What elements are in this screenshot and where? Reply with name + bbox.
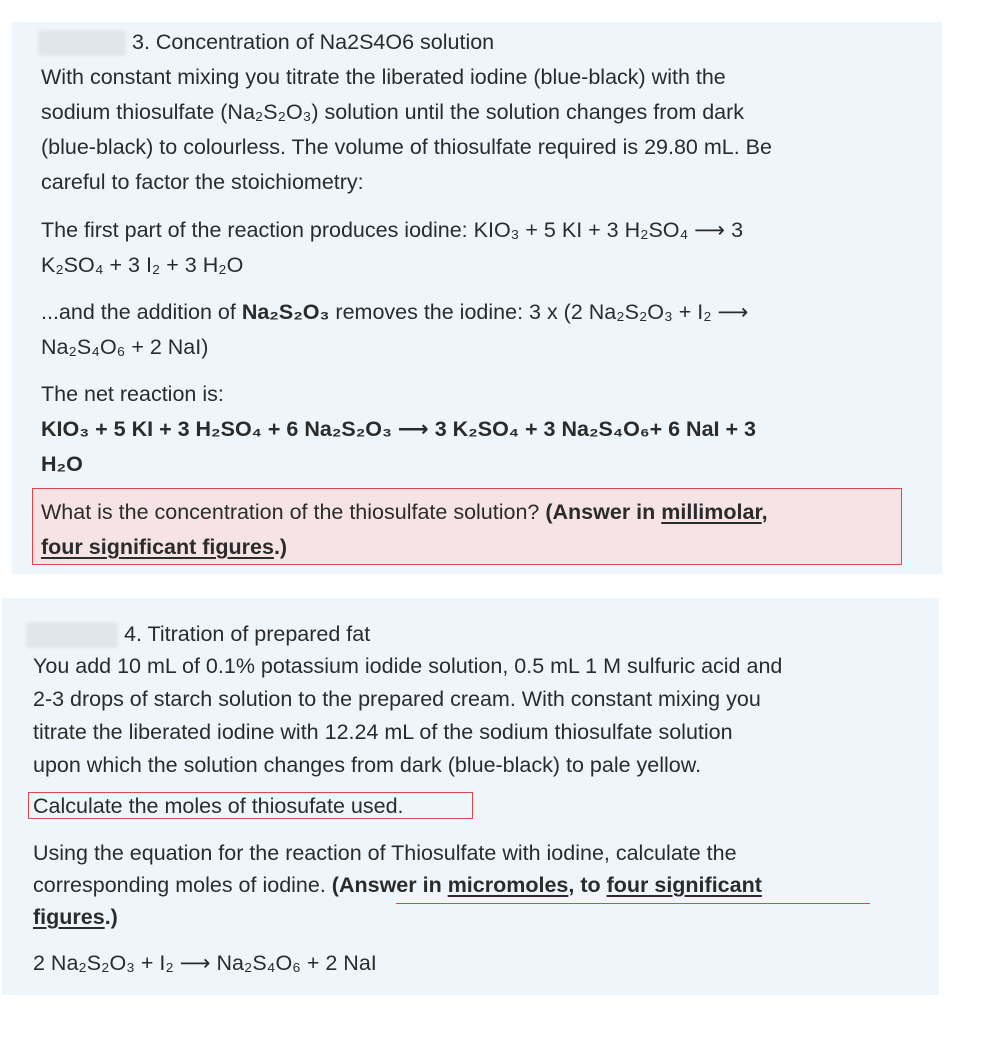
using-text: corresponding moles of iodine.	[33, 873, 332, 897]
using-bold: (Answer in	[331, 873, 448, 897]
question-text: What is the concentration of the thiosulfate solution?	[41, 500, 546, 524]
question-line	[41, 495, 768, 529]
net-reaction-equation-cont: H₂O	[41, 452, 83, 476]
redacted-label	[26, 622, 118, 648]
thiosulfate-iodine-equation: 2 Na₂S₂O₃ + I₂ ⟶ Na₂S₄O₆ + 2 NaI	[33, 951, 377, 975]
addition-equation-cont: Na₂S₄O₆ + 2 NaI)	[41, 335, 209, 359]
using-line-2	[33, 868, 762, 902]
first-part-equation-cont: K₂SO₄ + 3 I₂ + 3 H₂O	[41, 253, 244, 277]
first-part-text: The first part of the reaction produces iodine:	[41, 218, 474, 242]
using-mid: , to	[568, 873, 607, 897]
using-sigfig-link[interactable]: four significant	[606, 873, 762, 897]
section-4-text-line: You add 10 mL of 0.1% potassium iodide solution, 0.5 mL 1 M sulfuric acid and	[33, 654, 783, 678]
question-unit-link[interactable]: millimolar	[661, 500, 762, 524]
section-4-text-line: titrate the liberated iodine with 12.24 mL of the sodium thiosulfate solution	[33, 720, 733, 744]
question-close: .)	[273, 535, 288, 559]
net-reaction-equation: KIO₃ + 5 KI + 3 H₂SO₄ + 6 Na₂S₂O₃ ⟶ 3 K₂SO₄ + 3 Na₂S₄O₆+ 6 NaI + 3	[41, 417, 756, 441]
red-underline	[396, 903, 870, 904]
using-sigfig-link-cont[interactable]: figures	[33, 905, 105, 929]
section-3-heading: 3. Concentration of Na2S4O6 solution	[132, 30, 495, 54]
section-4-text-line: upon which the solution changes from dark (blue-black) to pale yellow.	[33, 753, 702, 777]
first-part-line	[41, 213, 743, 247]
using-line-3	[33, 900, 118, 934]
addition-line	[41, 295, 748, 329]
using-line: Using the equation for the reaction of Thiosulfate with iodine, calculate the	[33, 841, 737, 865]
section-3-text-line: With constant mixing you titrate the liberated iodine (blue-black) with the	[41, 65, 726, 89]
first-part-equation: KIO₃ + 5 KI + 3 H₂SO₄ ⟶ 3	[473, 218, 744, 242]
using-close: .)	[104, 905, 118, 929]
net-reaction-label: The net reaction is:	[41, 382, 224, 406]
addition-text-mid: removes the iodine:	[329, 300, 530, 324]
calc-moles-text: Calculate the moles of thiosufate used.	[33, 794, 404, 818]
addition-equation: 3 x (2 Na₂S₂O₃ + I₂ ⟶	[529, 300, 749, 324]
question-bold: (Answer in	[545, 500, 662, 524]
section-4-text-line: 2-3 drops of starch solution to the prepared cream. With constant mixing you	[33, 687, 761, 711]
addition-reagent: Na₂S₂O₃	[241, 300, 330, 324]
using-unit-link[interactable]: micromoles	[447, 873, 569, 897]
addition-text: ...and the addition of	[41, 300, 242, 324]
section-4-heading: 4. Titration of prepared fat	[124, 622, 371, 646]
section-3-text-line: careful to factor the stoichiometry:	[41, 170, 364, 194]
question-line-cont	[41, 530, 287, 564]
section-3-text-line: (blue-black) to colourless. The volume of thiosulfate required is 29.80 mL. Be	[41, 135, 772, 159]
redacted-label	[38, 30, 126, 56]
question-sigfig-link[interactable]: four significant figures	[41, 535, 274, 559]
section-3-text-line: sodium thiosulfate (Na₂S₂O₃) solution until the solution changes from dark	[41, 100, 745, 124]
question-comma: ,	[761, 500, 768, 524]
